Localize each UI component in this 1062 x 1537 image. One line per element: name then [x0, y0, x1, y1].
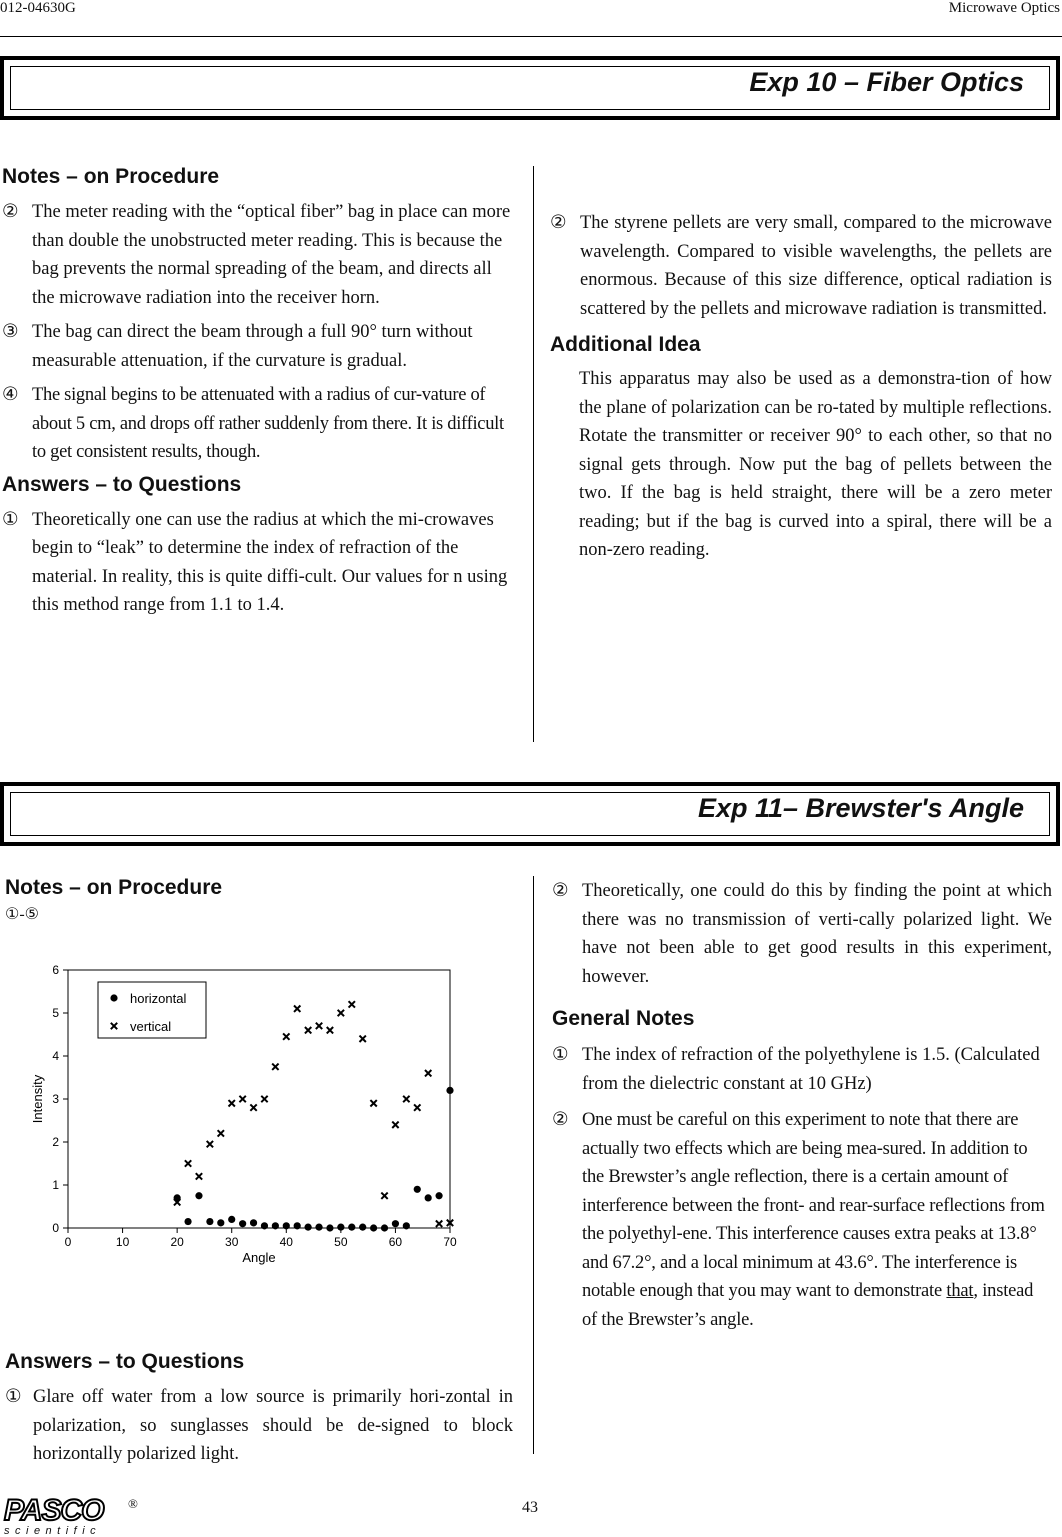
x-tick-label: 20: [170, 1235, 184, 1249]
x-tick-label: 10: [115, 1235, 130, 1249]
y-tick-label: 6: [52, 963, 59, 977]
brewster-chart: [18, 958, 478, 1278]
column-divider: [533, 166, 534, 742]
exp10-note-2: ② The meter reading with the “optical fiber” bag in place can more than double the unobstructed meter reading. This is because the bag prevents the normal spreading of the beam, and directs all the microwave radiation into the receiver horn.: [2, 202, 511, 308]
vertical-point: [370, 1100, 376, 1106]
vertical-point: [185, 1160, 191, 1166]
vertical-point: [272, 1064, 278, 1070]
x-axis-label: Angle: [242, 1250, 276, 1265]
legend-marker-horizontal: [110, 994, 117, 1001]
exp10-answer-2: ② The styrene pellets are very small, compared to the microwave wavelength. Compared to visible wavelengths, the pellets are enormous. Because of this size difference, optical radiation is scattered by the pellets and microwave radiation is transmitted.: [550, 213, 1052, 319]
doc-number: 012-04630G: [0, 0, 76, 16]
exp10-title: Exp 10 – Fiber Optics: [749, 67, 1024, 97]
vertical-point: [359, 1036, 365, 1042]
general-note-2: ② One must be careful on this experiment to note that there are actually two effects which are being mea-sured. In addition to the Brewster’s angle reflection, there is a certain amount of interference between the front- and rear-surface reflections from the polyethyl-ene. This interference causes extra peaks at 13.8° and 67.2°, and a local minimum at 43.6°. The interference is notable enough that you may want to demonstrate that, instead of the Brewster’s angle.: [552, 1110, 1045, 1330]
exp11-title: Exp 11– Brewster's Angle: [697, 793, 1024, 823]
y-tick-label: 3: [52, 1092, 59, 1106]
vertical-point: [327, 1027, 333, 1033]
horizontal-point: [283, 1222, 290, 1229]
vertical-point: [425, 1070, 431, 1076]
y-tick-label: 2: [52, 1135, 59, 1149]
x-tick-label: 0: [64, 1235, 72, 1249]
vertical-point: [239, 1096, 245, 1102]
vertical-point: [392, 1122, 398, 1128]
horizontal-point: [435, 1192, 442, 1199]
exp10-note-4: ④ The signal begins to be attenuated with a radius of cur-vature of about 5 cm, and drops off rather suddenly from there. It is difficult to get consistent results, though.: [2, 385, 504, 462]
y-tick-label: 1: [52, 1178, 59, 1192]
exp11-notes-range: ①-⑤: [5, 906, 40, 923]
vertical-point: [294, 1006, 300, 1012]
exp11-answers-heading: Answers – to Questions: [5, 1350, 245, 1373]
horizontal-point: [184, 1218, 191, 1225]
horizontal-point: [195, 1192, 202, 1199]
horizontal-point: [228, 1216, 235, 1223]
page-number: 43: [522, 1499, 538, 1516]
additional-idea-text: This apparatus may also be used as a demonstra-tion of how the plane of polarization can be ro-tated by multiple reflections. Rotate the transmitter or receiver 90° to each other, so that no signal gets through. Now put the bag of pellets between the two. If the bag is held straight, there will be a zero meter reading; but if the bag is curved into a spiral, there will be a non-zero reading.: [579, 369, 1052, 560]
vertical-point: [403, 1096, 409, 1102]
horizontal-point: [446, 1087, 453, 1094]
vertical-point: [207, 1141, 213, 1147]
vertical-point: [261, 1096, 267, 1102]
horizontal-point: [239, 1220, 246, 1227]
exp11-answer-1: ① Glare off water from a low source is primarily hori-zontal in polarization, so sunglasses should be de-signed to block horizontally polarized light.: [5, 1387, 513, 1464]
general-notes-heading: General Notes: [552, 1007, 695, 1030]
chart-plot: [30, 963, 457, 1265]
exp10-answer-1: ① Theoretically one can use the radius at which the mi-crowaves begin to “leak” to determine the index of refraction of the material. In reality, this is quite diffi-cult. Our values for n using this method range from 1.1 to 1.4.: [2, 509, 508, 615]
vertical-point: [305, 1027, 311, 1033]
horizontal-point: [206, 1218, 213, 1225]
exp11-left-bottom: [5, 1350, 513, 1469]
vertical-point: [316, 1023, 322, 1029]
x-tick-label: 40: [279, 1235, 293, 1249]
legend-label-horizontal: horizontal: [130, 991, 187, 1006]
vertical-point: [283, 1033, 289, 1039]
column-divider-2: [533, 876, 534, 1454]
exp10-left-column: [2, 165, 512, 620]
exp11-left-top: [5, 876, 515, 924]
y-tick-label: 4: [52, 1049, 59, 1063]
header-rule: [0, 36, 1062, 37]
pasco-logo: PASCO scientific ®: [4, 1494, 138, 1537]
horizontal-point: [261, 1222, 268, 1229]
horizontal-point: [425, 1194, 432, 1201]
exp10-note-3: ③ The bag can direct the beam through a full 90° turn without measurable attenuation, if the curvature is gradual.: [2, 322, 473, 371]
horizontal-point: [348, 1224, 355, 1231]
legend-label-vertical: vertical: [130, 1019, 172, 1034]
horizontal-point: [381, 1224, 388, 1231]
vertical-point: [414, 1104, 420, 1110]
horizontal-point: [294, 1222, 301, 1229]
exp10-notes-heading: Notes – on Procedure: [2, 165, 220, 188]
x-tick-label: 60: [388, 1235, 403, 1249]
exp11-notes-heading: Notes – on Procedure: [5, 876, 223, 899]
vertical-point: [381, 1193, 387, 1199]
y-tick-label: 5: [52, 1006, 59, 1020]
horizontal-point: [392, 1220, 399, 1227]
horizontal-point: [305, 1224, 312, 1231]
horizontal-point: [217, 1219, 224, 1226]
vertical-point: [218, 1130, 224, 1136]
horizontal-point: [403, 1222, 410, 1229]
y-tick-label: 0: [52, 1221, 59, 1235]
exp11-right-column: [552, 877, 1052, 1334]
x-tick-label: 70: [443, 1235, 457, 1249]
exp10-right-column: [550, 209, 1052, 565]
horizontal-point: [370, 1224, 377, 1231]
manual-title: Microwave Optics: [948, 0, 1060, 16]
general-note-1: ① The index of refraction of the polyethylene is 1.5. (Calculated from the dielectric constant at 10 GHz): [552, 1045, 1040, 1094]
vertical-point: [196, 1173, 202, 1179]
vertical-point: [229, 1100, 235, 1106]
additional-idea-heading: Additional Idea: [550, 333, 701, 356]
horizontal-point: [315, 1224, 322, 1231]
y-axis-label: Intensity: [30, 1074, 45, 1124]
exp10-answers-heading: Answers – to Questions: [2, 472, 242, 496]
exp11-banner: [0, 782, 1060, 846]
vertical-point: [338, 1010, 344, 1016]
exp10-banner: [0, 56, 1060, 120]
horizontal-point: [272, 1222, 279, 1229]
horizontal-point: [414, 1186, 421, 1193]
horizontal-point: [337, 1224, 344, 1231]
x-tick-label: 50: [334, 1235, 348, 1249]
exp11-answer-2: ② Theoretically, one could do this by finding the point at which there was no transmission of verti-cally polarized light. We have not been able to get good results in this experiment, however.: [552, 881, 1052, 987]
horizontal-point: [326, 1224, 333, 1231]
vertical-point: [250, 1104, 256, 1110]
horizontal-point: [359, 1224, 366, 1231]
x-tick-label: 30: [225, 1235, 239, 1249]
vertical-point: [349, 1001, 355, 1007]
vertical-point: [436, 1221, 442, 1227]
horizontal-point: [250, 1219, 257, 1226]
